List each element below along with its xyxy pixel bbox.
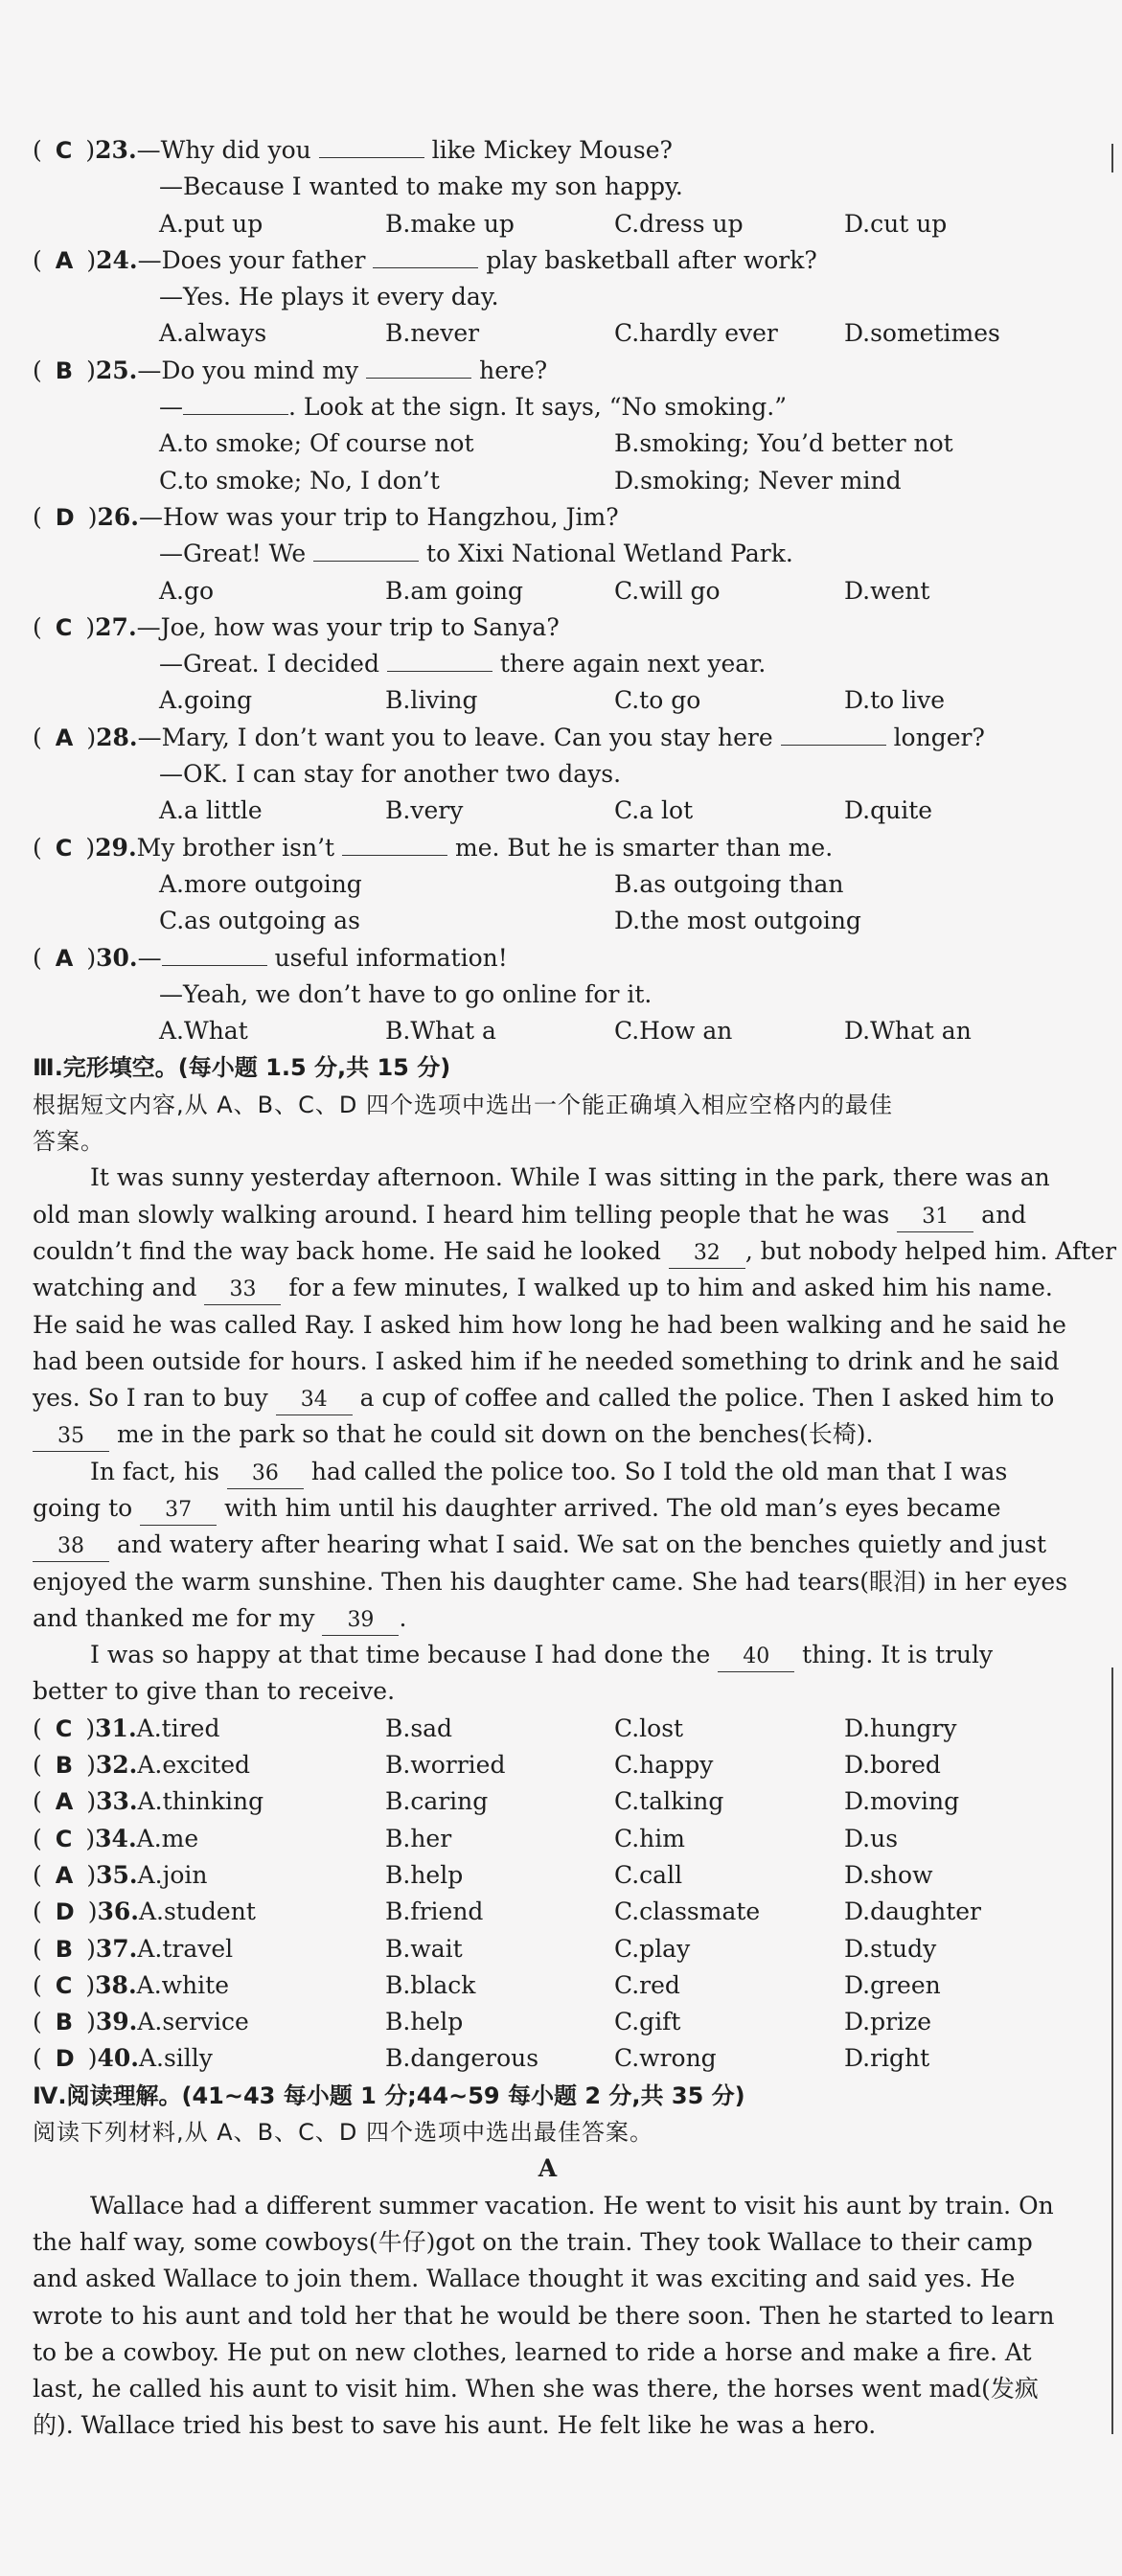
passage-line: Wallace had a different summer vacation. He went to visit his aunt by train. On bbox=[90, 2191, 1054, 2220]
option-a: A.a little bbox=[159, 796, 263, 825]
reply-text: —Yeah, we don’t have to go online for it. bbox=[159, 979, 653, 1008]
question-number: 34. bbox=[95, 1824, 137, 1852]
answer: D bbox=[55, 2045, 75, 2073]
option-c: C.gift bbox=[614, 2008, 681, 2036]
cloze-blank-32: 32 bbox=[669, 1239, 745, 1269]
passage-text: . bbox=[399, 1603, 407, 1632]
option-d: D.show bbox=[844, 1860, 933, 1889]
passage-line bbox=[33, 1637, 1063, 1673]
question-text: — bbox=[137, 943, 162, 972]
passage-line: wrote to his aunt and told her that he would be there soon. Then he started to learn bbox=[33, 2301, 1055, 2330]
option-c: C.dress up bbox=[614, 209, 744, 238]
section-title: Ⅲ.完形填空。(每小题 1.5 分,共 15 分) bbox=[33, 1054, 451, 1082]
question-number: 40. bbox=[97, 2044, 139, 2073]
option-d: D.study bbox=[844, 1934, 937, 1963]
option-b: B.help bbox=[385, 2008, 464, 2036]
passage-line: It was sunny yesterday afternoon. While I was sitting in the park, there was an bbox=[90, 1163, 1050, 1192]
option-a: A.travel bbox=[137, 1934, 234, 1963]
cloze-blank-33: 33 bbox=[204, 1276, 281, 1305]
passage-line: had been outside for hours. I asked him if he needed something to drink and he said bbox=[33, 1346, 1060, 1375]
reply-text bbox=[33, 389, 1063, 426]
question-number: 38. bbox=[95, 1970, 137, 1999]
option-a: A.always bbox=[159, 319, 267, 348]
answer: B bbox=[55, 2009, 74, 2036]
option-c: C.play bbox=[614, 1934, 691, 1963]
passage-line: 的). Wallace tried his best to save his aunt. He felt like he was a hero. bbox=[33, 2411, 877, 2440]
option-b: B.sad bbox=[385, 1714, 453, 1742]
options bbox=[33, 793, 1063, 829]
option-c: C.him bbox=[614, 1824, 685, 1852]
passage-text: thing. It is truly bbox=[802, 1641, 994, 1669]
passage-line: He said he was called Ray. I asked him how long he had been walking and he said he bbox=[33, 1310, 1066, 1339]
answer: B bbox=[55, 1935, 74, 1963]
option-d: D.the most outgoing bbox=[614, 907, 861, 935]
options bbox=[33, 903, 1063, 939]
option-c: C.talking bbox=[614, 1787, 724, 1816]
answer: B bbox=[55, 1752, 74, 1780]
option-a: A.to smoke; Of course not bbox=[159, 429, 474, 458]
options bbox=[33, 573, 1063, 610]
option-b: B.help bbox=[385, 1860, 464, 1889]
answer: C bbox=[55, 1971, 73, 1999]
option-d: D.smoking; Never mind bbox=[614, 466, 902, 494]
cloze-question-35: ( A )35.A.join B.help C.call D.show bbox=[33, 1857, 1063, 1894]
option-c: C.as outgoing as bbox=[159, 907, 360, 935]
question-text: me. But he is smarter than me. bbox=[455, 833, 834, 862]
passage-line: better to give than to receive. bbox=[33, 1677, 396, 1706]
reply-text: —OK. I can stay for another two days. bbox=[159, 760, 622, 789]
passage-line bbox=[33, 1416, 1063, 1453]
option-c: C.How an bbox=[614, 1017, 733, 1046]
question-text: My brother isn’t bbox=[136, 833, 335, 862]
passage-line bbox=[33, 1270, 1063, 1306]
question-number: 31. bbox=[95, 1714, 137, 1742]
option-a: A.me bbox=[136, 1824, 199, 1852]
passage-text: yes. So I ran to buy bbox=[33, 1384, 268, 1413]
option-d: D.us bbox=[844, 1824, 899, 1852]
reply-text bbox=[33, 536, 1063, 572]
reply-prefix: — bbox=[159, 393, 183, 422]
passage-text: had called the police too. So I told the old man that I was bbox=[310, 1457, 1008, 1485]
section-title: Ⅳ.阅读理解。(41~43 每小题 1 分;44~59 每小题 2 分,共 35 分) bbox=[33, 2082, 745, 2109]
answer: A bbox=[55, 246, 74, 274]
option-b: B.am going bbox=[385, 576, 524, 605]
option-a: A.excited bbox=[137, 1751, 251, 1780]
cloze-blank-36: 36 bbox=[227, 1460, 304, 1489]
reply-text: —Yes. He plays it every day. bbox=[159, 283, 499, 311]
option-d: D.went bbox=[844, 576, 930, 605]
question-text: useful information! bbox=[274, 943, 508, 972]
reply-suffix: . Look at the sign. It says, “No smoking.” bbox=[288, 393, 787, 422]
question-number: 33. bbox=[96, 1787, 138, 1816]
option-b: B.her bbox=[385, 1824, 452, 1852]
cloze-blank-31: 31 bbox=[897, 1203, 973, 1232]
option-b: B.living bbox=[385, 686, 478, 715]
passage-line bbox=[33, 1197, 1063, 1233]
passage-text: and bbox=[981, 1200, 1027, 1229]
passage-line: and asked Wallace to join them. Wallace thought it was exciting and said yes. He bbox=[33, 2265, 1016, 2293]
option-a: A.service bbox=[137, 2008, 249, 2036]
cloze-blank-35: 35 bbox=[33, 1422, 109, 1452]
passage-text: watching and bbox=[33, 1274, 197, 1302]
section-instructions: 答案。 bbox=[33, 1128, 104, 1156]
question-number: 32. bbox=[95, 1751, 138, 1780]
question-28: ( A )28.—Mary, I don’t want you to leave. Can you stay here longer? bbox=[33, 723, 985, 751]
option-d: D.green bbox=[844, 1970, 941, 1999]
option-c: C.to go bbox=[614, 686, 701, 715]
reply-prefix: —Great. I decided bbox=[159, 650, 379, 678]
option-b: B.smoking; You’d better not bbox=[614, 429, 953, 458]
answer-blank bbox=[162, 944, 267, 966]
question-number: 39. bbox=[95, 2008, 138, 2036]
passage-text: a cup of coffee and called the police. Then I asked him to bbox=[359, 1384, 1055, 1413]
question-number: 36. bbox=[97, 1898, 139, 1926]
section-instructions: 根据短文内容,从 A、B、C、D 四个选项中选出一个能正确填入相应空格内的最佳 bbox=[33, 1091, 894, 1118]
question-number: 23. bbox=[95, 136, 137, 164]
option-a: A.going bbox=[159, 686, 253, 715]
options bbox=[33, 206, 1063, 242]
option-c: C.wrong bbox=[614, 2044, 717, 2073]
option-d: D.daughter bbox=[844, 1898, 982, 1926]
option-b: B.What a bbox=[385, 1017, 496, 1046]
answer: A bbox=[55, 1788, 74, 1816]
option-c: C.to smoke; No, I don’t bbox=[159, 466, 440, 494]
passage-text: In fact, his bbox=[90, 1457, 219, 1485]
question-25: ( B )25.—Do you mind my here? bbox=[33, 356, 548, 384]
passage-text: and thanked me for my bbox=[33, 1603, 315, 1632]
option-d: D.sometimes bbox=[844, 319, 1000, 348]
answer-blank bbox=[781, 724, 886, 746]
answer: C bbox=[55, 834, 73, 862]
reply-prefix: —Great! We bbox=[159, 540, 307, 568]
option-c: C.red bbox=[614, 1970, 680, 1999]
option-c: C.classmate bbox=[614, 1898, 761, 1926]
cloze-question-37: ( B )37.A.travel B.wait C.play D.study bbox=[33, 1931, 1063, 1967]
question-text: —Do you mind my bbox=[137, 356, 359, 384]
section-instructions: 阅读下列材料,从 A、B、C、D 四个选项中选出最佳答案。 bbox=[33, 2119, 654, 2147]
question-number: 29. bbox=[95, 833, 137, 862]
question-number: 35. bbox=[96, 1860, 138, 1889]
cloze-question-38: ( C )38.A.white B.black C.red D.green bbox=[33, 1967, 1063, 2004]
cloze-blank-34: 34 bbox=[276, 1386, 353, 1415]
options bbox=[33, 426, 1063, 462]
option-b: B.caring bbox=[385, 1787, 489, 1816]
cloze-blank-40: 40 bbox=[718, 1643, 794, 1672]
passage-label: A bbox=[538, 2154, 558, 2183]
passage-text: , but nobody helped him. After bbox=[744, 1236, 1117, 1265]
answer-blank bbox=[319, 136, 424, 158]
reply-text: —Because I wanted to make my son happy. bbox=[159, 172, 683, 201]
option-d: D.prize bbox=[844, 2008, 932, 2036]
question-number: 25. bbox=[95, 356, 138, 384]
option-d: D.cut up bbox=[844, 209, 948, 238]
cloze-question-32: ( B )32.A.excited B.worried C.happy D.bored bbox=[33, 1747, 1063, 1783]
option-a: A.more outgoing bbox=[159, 869, 362, 898]
option-a: A.What bbox=[159, 1017, 248, 1046]
cloze-blank-37: 37 bbox=[140, 1496, 217, 1526]
answer: D bbox=[55, 503, 75, 531]
option-b: B.wait bbox=[385, 1934, 463, 1963]
question-text: here? bbox=[479, 356, 548, 384]
question-number: 27. bbox=[95, 612, 137, 641]
passage-line: the half way, some cowboys(牛仔)got on the train. They took Wallace to their camp bbox=[33, 2227, 1033, 2256]
option-c: C.call bbox=[614, 1860, 683, 1889]
passage-text: old man slowly walking around. I heard him telling people that he was bbox=[33, 1200, 890, 1229]
option-a: A.thinking bbox=[137, 1787, 264, 1816]
cloze-blank-39: 39 bbox=[322, 1606, 399, 1636]
option-d: D.quite bbox=[844, 796, 933, 825]
option-c: C.will go bbox=[614, 576, 721, 605]
question-text: like Mickey Mouse? bbox=[431, 136, 673, 164]
question-number: 30. bbox=[96, 943, 138, 972]
reply-suffix: there again next year. bbox=[499, 650, 767, 678]
reply-text bbox=[33, 646, 1063, 682]
cloze-question-36: ( D )36.A.student B.friend C.classmate D.daughter bbox=[33, 1894, 1063, 1930]
cloze-question-34: ( C )34.A.me B.her C.him D.us bbox=[33, 1821, 1063, 1857]
question-26: ( D )26.—How was your trip to Hangzhou, Jim? bbox=[33, 502, 619, 531]
option-c: C.happy bbox=[614, 1751, 714, 1780]
passage-line bbox=[33, 1527, 1063, 1563]
passage-text: me in the park so that he could sit down on the benches(长椅). bbox=[116, 1420, 874, 1449]
question-text: —Mary, I don’t want you to leave. Can you stay here bbox=[137, 723, 773, 751]
question-27: ( C )27.—Joe, how was your trip to Sanya? bbox=[33, 612, 560, 641]
options bbox=[33, 682, 1063, 719]
question-text: —Does your father bbox=[137, 245, 366, 274]
passage-line bbox=[33, 1600, 1063, 1637]
option-d: D.hungry bbox=[844, 1714, 957, 1742]
option-b: B.black bbox=[385, 1970, 476, 1999]
question-24: ( A )24.—Does your father play basketball after work? bbox=[33, 245, 817, 274]
cloze-question-40: ( D )40.A.silly B.dangerous C.wrong D.right bbox=[33, 2040, 1063, 2077]
answer: C bbox=[55, 137, 73, 164]
answer: A bbox=[55, 724, 74, 751]
option-a: A.put up bbox=[159, 209, 263, 238]
passage-line bbox=[33, 1454, 1063, 1490]
question-text: —Joe, how was your trip to Sanya? bbox=[136, 612, 560, 641]
passage-text: with him until his daughter arrived. The old man’s eyes became bbox=[224, 1493, 1001, 1522]
answer-blank bbox=[183, 393, 288, 415]
question-number: 37. bbox=[95, 1934, 138, 1963]
question-30: ( A )30.— useful information! bbox=[33, 943, 508, 972]
option-c: C.hardly ever bbox=[614, 319, 778, 348]
question-text: —Why did you bbox=[136, 136, 311, 164]
passage-line bbox=[33, 1233, 1117, 1270]
passage-text: I was so happy at that time because I had done the bbox=[90, 1641, 711, 1669]
passage-text: and watery after hearing what I said. We sat on the benches quietly and just bbox=[116, 1530, 1046, 1559]
cloze-question-31: ( C )31.A.tired B.sad C.lost D.hungry bbox=[33, 1711, 1063, 1747]
option-a: A.tired bbox=[136, 1714, 220, 1742]
answer-blank bbox=[366, 356, 471, 379]
option-d: D.What an bbox=[844, 1017, 972, 1046]
passage-line: last, he called his aunt to visit him. When she was there, the horses went mad(发疯 bbox=[33, 2375, 1039, 2404]
option-b: B.make up bbox=[385, 209, 515, 238]
option-c: C.a lot bbox=[614, 796, 694, 825]
passage-text: couldn’t find the way back home. He said he looked bbox=[33, 1236, 661, 1265]
passage-text: going to bbox=[33, 1493, 133, 1522]
margin-rule bbox=[1111, 1668, 1113, 2434]
option-b: B.dangerous bbox=[385, 2044, 539, 2073]
question-number: 26. bbox=[97, 502, 139, 531]
passage-line: enjoyed the warm sunshine. Then his daughter came. She had tears(眼泪) in her eyes bbox=[33, 1567, 1068, 1596]
worksheet bbox=[33, 132, 1117, 2445]
answer: C bbox=[55, 613, 73, 641]
answer-blank bbox=[373, 246, 478, 268]
option-a: A.join bbox=[137, 1860, 208, 1889]
option-b: B.worried bbox=[385, 1751, 506, 1780]
answer: C bbox=[55, 1714, 73, 1742]
option-a: A.silly bbox=[138, 2044, 213, 2073]
question-number: 24. bbox=[96, 245, 138, 274]
answer-blank bbox=[387, 650, 492, 672]
answer: A bbox=[55, 944, 74, 972]
margin-mark bbox=[1111, 144, 1113, 172]
answer-blank bbox=[342, 834, 447, 856]
passage-text: for a few minutes, I walked up to him and asked him his name. bbox=[288, 1274, 1053, 1302]
options bbox=[33, 1013, 1063, 1049]
cloze-blank-38: 38 bbox=[33, 1532, 109, 1562]
reply-suffix: to Xixi National Wetland Park. bbox=[426, 540, 793, 568]
option-c: C.lost bbox=[614, 1714, 684, 1742]
answer: D bbox=[55, 1898, 75, 1926]
passage-line bbox=[33, 1380, 1063, 1416]
option-b: B.friend bbox=[385, 1898, 484, 1926]
option-b: B.never bbox=[385, 319, 480, 348]
option-a: A.student bbox=[138, 1898, 256, 1926]
question-23: ( C )23.—Why did you like Mickey Mouse? bbox=[33, 136, 673, 164]
answer: B bbox=[55, 356, 74, 384]
question-text: longer? bbox=[893, 723, 985, 751]
option-b: B.very bbox=[385, 796, 464, 825]
option-d: D.moving bbox=[844, 1787, 960, 1816]
question-number: 28. bbox=[96, 723, 138, 751]
option-d: D.bored bbox=[844, 1751, 941, 1780]
question-text: —How was your trip to Hangzhou, Jim? bbox=[138, 502, 619, 531]
option-d: D.to live bbox=[844, 686, 946, 715]
question-29: ( C )29.My brother isn’t me. But he is smarter than me. bbox=[33, 833, 834, 862]
options bbox=[33, 463, 1063, 499]
cloze-question-33: ( A )33.A.thinking B.caring C.talking D.moving bbox=[33, 1783, 1063, 1820]
options bbox=[33, 866, 1063, 903]
cloze-question-39: ( B )39.A.service B.help C.gift D.prize bbox=[33, 2004, 1063, 2040]
option-b: B.as outgoing than bbox=[614, 869, 844, 898]
option-a: A.white bbox=[136, 1970, 229, 1999]
answer: C bbox=[55, 1825, 73, 1852]
option-a: A.go bbox=[159, 576, 215, 605]
passage-line: to be a cowboy. He put on new clothes, learned to ride a horse and make a fire. At bbox=[33, 2337, 1032, 2366]
passage-line bbox=[33, 1490, 1063, 1527]
options bbox=[33, 315, 1063, 352]
question-text: play basketball after work? bbox=[486, 245, 817, 274]
option-d: D.right bbox=[844, 2044, 930, 2073]
answer: A bbox=[55, 1861, 74, 1889]
answer-blank bbox=[313, 540, 419, 562]
